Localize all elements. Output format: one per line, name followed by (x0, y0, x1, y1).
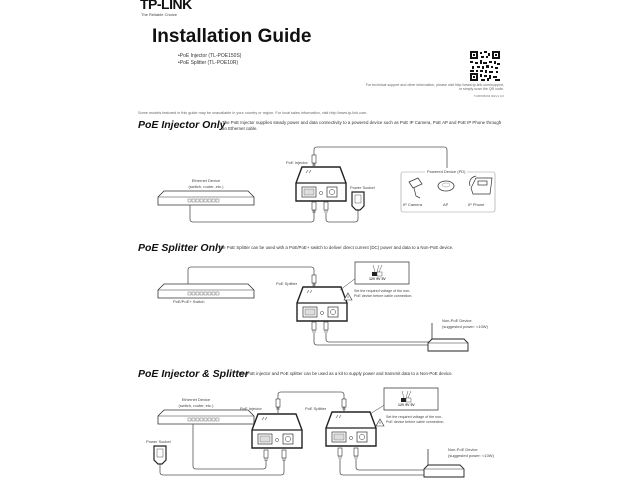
document-code: 7106505294 REV1.0.0 (473, 94, 504, 98)
product-injector: •PoE Injector (TL-POE150S) (178, 53, 242, 59)
label-ethernet-device: Ethernet Device (191, 178, 221, 183)
section-title-splitter: PoE Splitter Only (138, 242, 224, 254)
label-poe-injector: PoE Injector (286, 160, 308, 165)
support-text: For technical support and other information, please visit http://www.tp-link.com/support, or simply scan the QR code. (365, 83, 504, 92)
dc-plug-icon (324, 322, 328, 333)
dc-plug-icon (282, 450, 286, 461)
section-title-injector: PoE Injector Only (138, 119, 226, 131)
ethernet-device-icon (158, 191, 254, 205)
dc-plug-icon (354, 448, 358, 459)
logo-tagline: The Reliable Choice (141, 12, 178, 17)
section-title-injector-splitter: PoE Injector & Splitter (138, 368, 249, 380)
warning-icon (376, 419, 384, 426)
label-voltage-options: 12V 9V 5V (398, 403, 415, 407)
diagram-splitter-only (158, 262, 468, 351)
rj45-plug-icon (338, 448, 342, 459)
rj45-plug-icon (312, 322, 316, 333)
label-voltage-warning: Set the required voltage of the non-PoE device before cable connection. (386, 415, 445, 424)
label-voltage-warning: Set the required voltage of the non-PoE device before cable connection. (354, 289, 413, 298)
poe-splitter-icon (297, 287, 347, 321)
label-ethernet-device: Ethernet Device (181, 397, 211, 402)
section-desc-splitter: The PoE Splitter can be used with a PoE/PoE+ switch to deliver direct current (DC) power and data to a Non-PoE device. (218, 245, 454, 250)
label-powered-device: Powered Device (PD) (427, 169, 466, 174)
label-ethernet-device-sub: (switch, router, etc.) (178, 403, 214, 408)
label-power-socket: Power Socket (146, 439, 171, 444)
poe-injector-icon (252, 414, 302, 448)
label-ip-camera: IP Camera (403, 202, 423, 207)
label-poe-splitter: PoE Splitter (276, 281, 298, 286)
label-poe-injector: PoE Injector (240, 406, 262, 411)
label-ethernet-device-sub: (switch, router, etc.) (188, 184, 224, 189)
power-socket-icon (352, 192, 364, 210)
label-ap: AP (443, 202, 449, 207)
label-poe-switch: PoE/PoE+ Switch (173, 299, 205, 304)
label-non-poe-power: (suggested power: <10W) (442, 324, 488, 329)
label-non-poe-device: Non-PoE Device (448, 447, 478, 452)
label-ip-phone: IP Phone (468, 202, 485, 207)
label-voltage-options: 12V 9V 5V (369, 277, 386, 281)
page-title: Installation Guide (152, 26, 312, 47)
label-poe-splitter: PoE Splitter (305, 406, 327, 411)
label-power-socket: Power Socket (350, 185, 375, 190)
section-desc-injector-splitter: The PoE injector and PoE splitter can be used as a kit to supply power and transmit data to a Non-PoE device. (238, 371, 453, 376)
poe-switch-icon (158, 284, 254, 298)
tp-link-logo: TP-LINK (140, 0, 192, 12)
ip-phone-icon (470, 176, 492, 194)
label-non-poe-power: (suggested power: <10W) (448, 453, 494, 458)
ethernet-device-icon (158, 410, 254, 424)
label-non-poe-device: Non-PoE Device (442, 318, 472, 323)
poe-splitter-icon (326, 412, 376, 446)
rj45-plug-icon (264, 450, 268, 461)
product-splitter: •PoE Splitter (TL-POE10R) (178, 60, 239, 66)
section-desc-injector: The PoE Injector supplies steady power and data connectivity to a powered device such as PoE IP Camera, PoE AP and PoE IP Phone through an Ethernet cable. (222, 120, 502, 131)
ip-camera-icon (409, 178, 422, 198)
ap-icon (438, 181, 454, 191)
availability-note: Some models featured in this guide may be unavailable in your country or region. For local sales information, visit http://www.tp-link.com. (138, 111, 368, 115)
power-socket-icon (154, 446, 166, 464)
dc-plug-icon (324, 202, 328, 213)
poe-injector-icon (296, 167, 346, 201)
